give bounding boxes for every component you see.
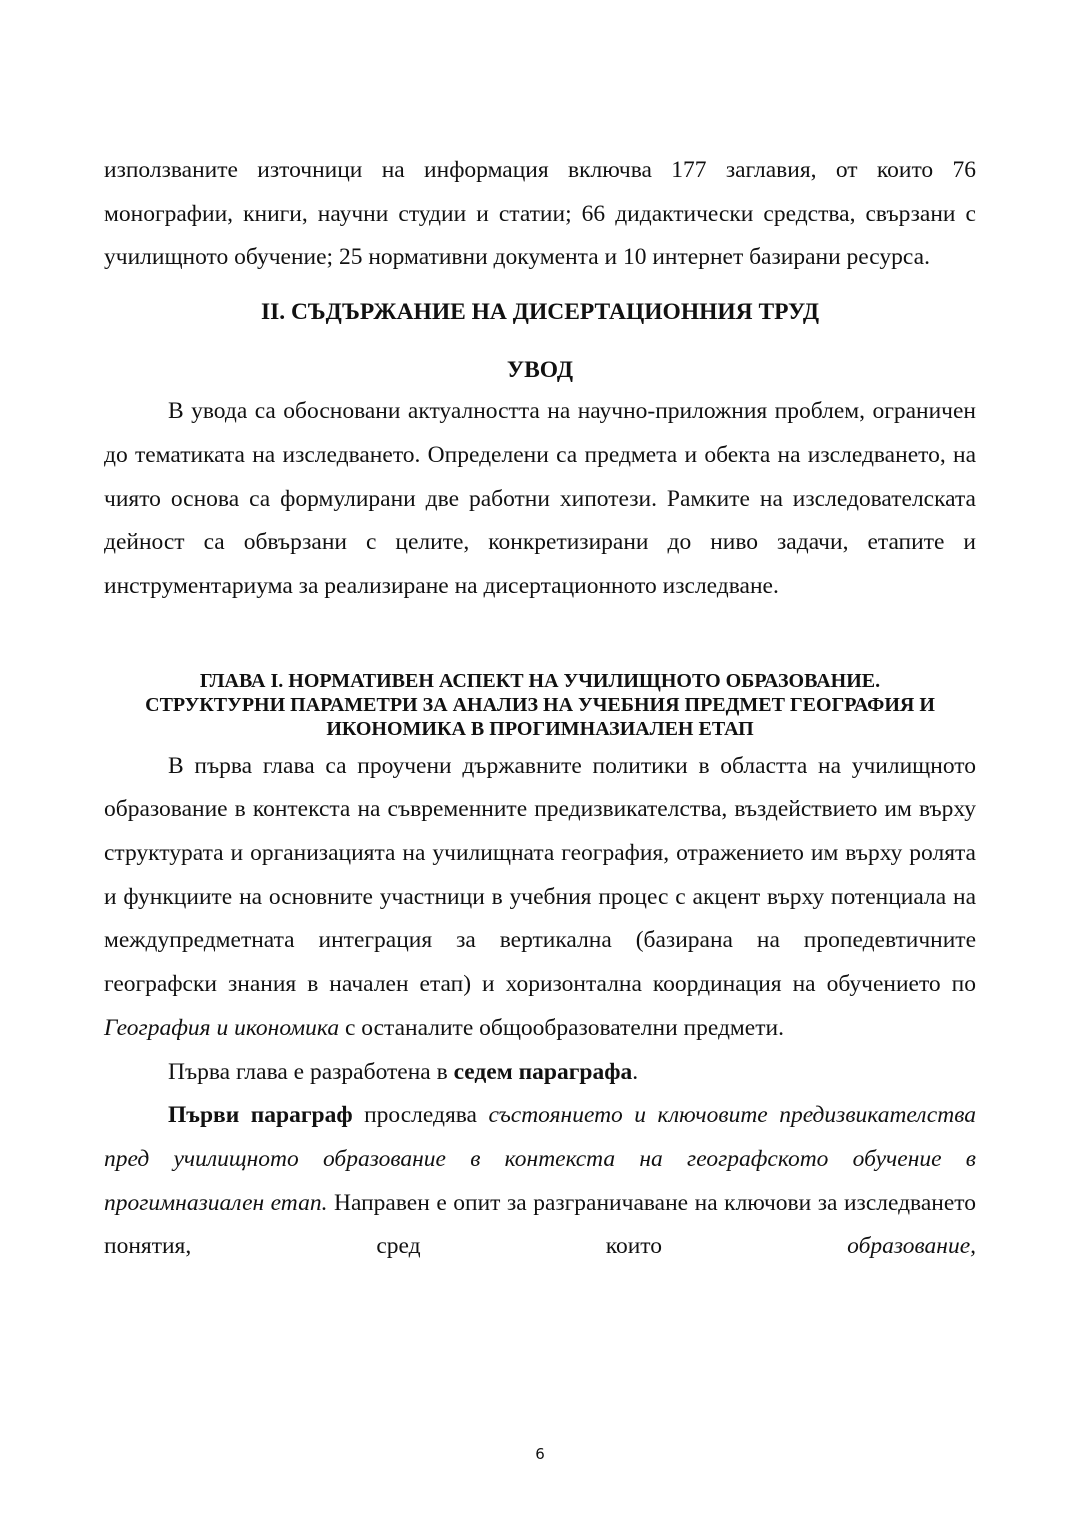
- page-number: 6: [535, 1445, 545, 1463]
- chapter-heading: [104, 669, 976, 741]
- intro-continuation-paragraph: използваните източници на информация включва 177 заглавия, от които 76 монографии, книги, научни студии и статии; 66 дидактически средства, свързани с училищното обучение; 25 нормативни документа и 10 интернет базирани ресурса.: [104, 157, 976, 271]
- chapter-paragraph-3-italic-end: образование,: [847, 1233, 976, 1260]
- subject-name-italic: География и икономика: [104, 1014, 340, 1041]
- section-title: II. СЪДЪРЖАНИЕ НА ДИСЕРТАЦИОННИЯ ТРУД: [260, 299, 819, 326]
- chapter-paragraph-1-text-a: В първа глава са проучени държавните политики в областта на училищното образование в контекста на съвременните предизвикателства, въздействието им върху структурата и организацията на училищната география, отражението им върху ролята и функциите на основните участници в учебния процес с акцент върху потенциала на междупредметната интеграция за вертикална (базирана на пропедевтичните географски знания в начален етап) и хоризонтална координация на обучението по: [104, 752, 976, 998]
- chapter-heading-line-2: СТРУКТУРНИ ПАРАМЕТРИ ЗА АНАЛИЗ НА УЧЕБНИЯ ПРЕДМЕТ ГЕОГРАФИЯ И: [145, 693, 935, 716]
- chapter-heading-line-3: ИКОНОМИКА В ПРОГИМНАЗИАЛЕН ЕТАП: [326, 717, 754, 740]
- introduction-paragraph: В увода са обосновани актуалността на научно-приложния проблем, ограничен до тематиката на изследването. Определени са предмета и обекта на изследването, на чиято основа са формулирани две работни хипотези. Рамките на изследователската дейност са обвързани с целите, конкретизирани до ниво задачи, етапите и инструментариума за реализиране на дисертационното изследване.: [104, 398, 976, 599]
- chapter-heading-line-1: ГЛАВА I. НОРМАТИВЕН АСПЕКТ НА УЧИЛИЩНОТО ОБРАЗОВАНИЕ.: [199, 669, 881, 692]
- chapter-paragraph-3: [104, 1094, 976, 1269]
- introduction-heading: УВОД: [506, 357, 574, 384]
- chapter-paragraph-3-italic: състоянието и ключовите предизвикателства пред училищното образование в контекста на географското обучение в прогимназиален етап.: [104, 1102, 977, 1216]
- chapter-paragraph-2: [104, 1051, 976, 1095]
- chapter-paragraph-2-text-a: Първа глава е разработена в: [168, 1058, 454, 1085]
- chapter-paragraph-3-text-a: проследява: [352, 1102, 489, 1129]
- chapter-paragraph-1-text-b: с останалите общообразователни предмети.: [339, 1014, 784, 1041]
- paragraph-count-bold: седем параграфа: [453, 1058, 633, 1085]
- chapter-paragraph-3-text-b: Направен е опит за разграничаване на ключови за изследването понятия, сред които: [104, 1189, 976, 1260]
- chapter-paragraph-1: [104, 745, 976, 1051]
- first-paragraph-label-bold: Първи параграф: [168, 1102, 353, 1129]
- chapter-paragraph-2-text-b: .: [632, 1058, 639, 1085]
- page-content: [104, 149, 976, 1269]
